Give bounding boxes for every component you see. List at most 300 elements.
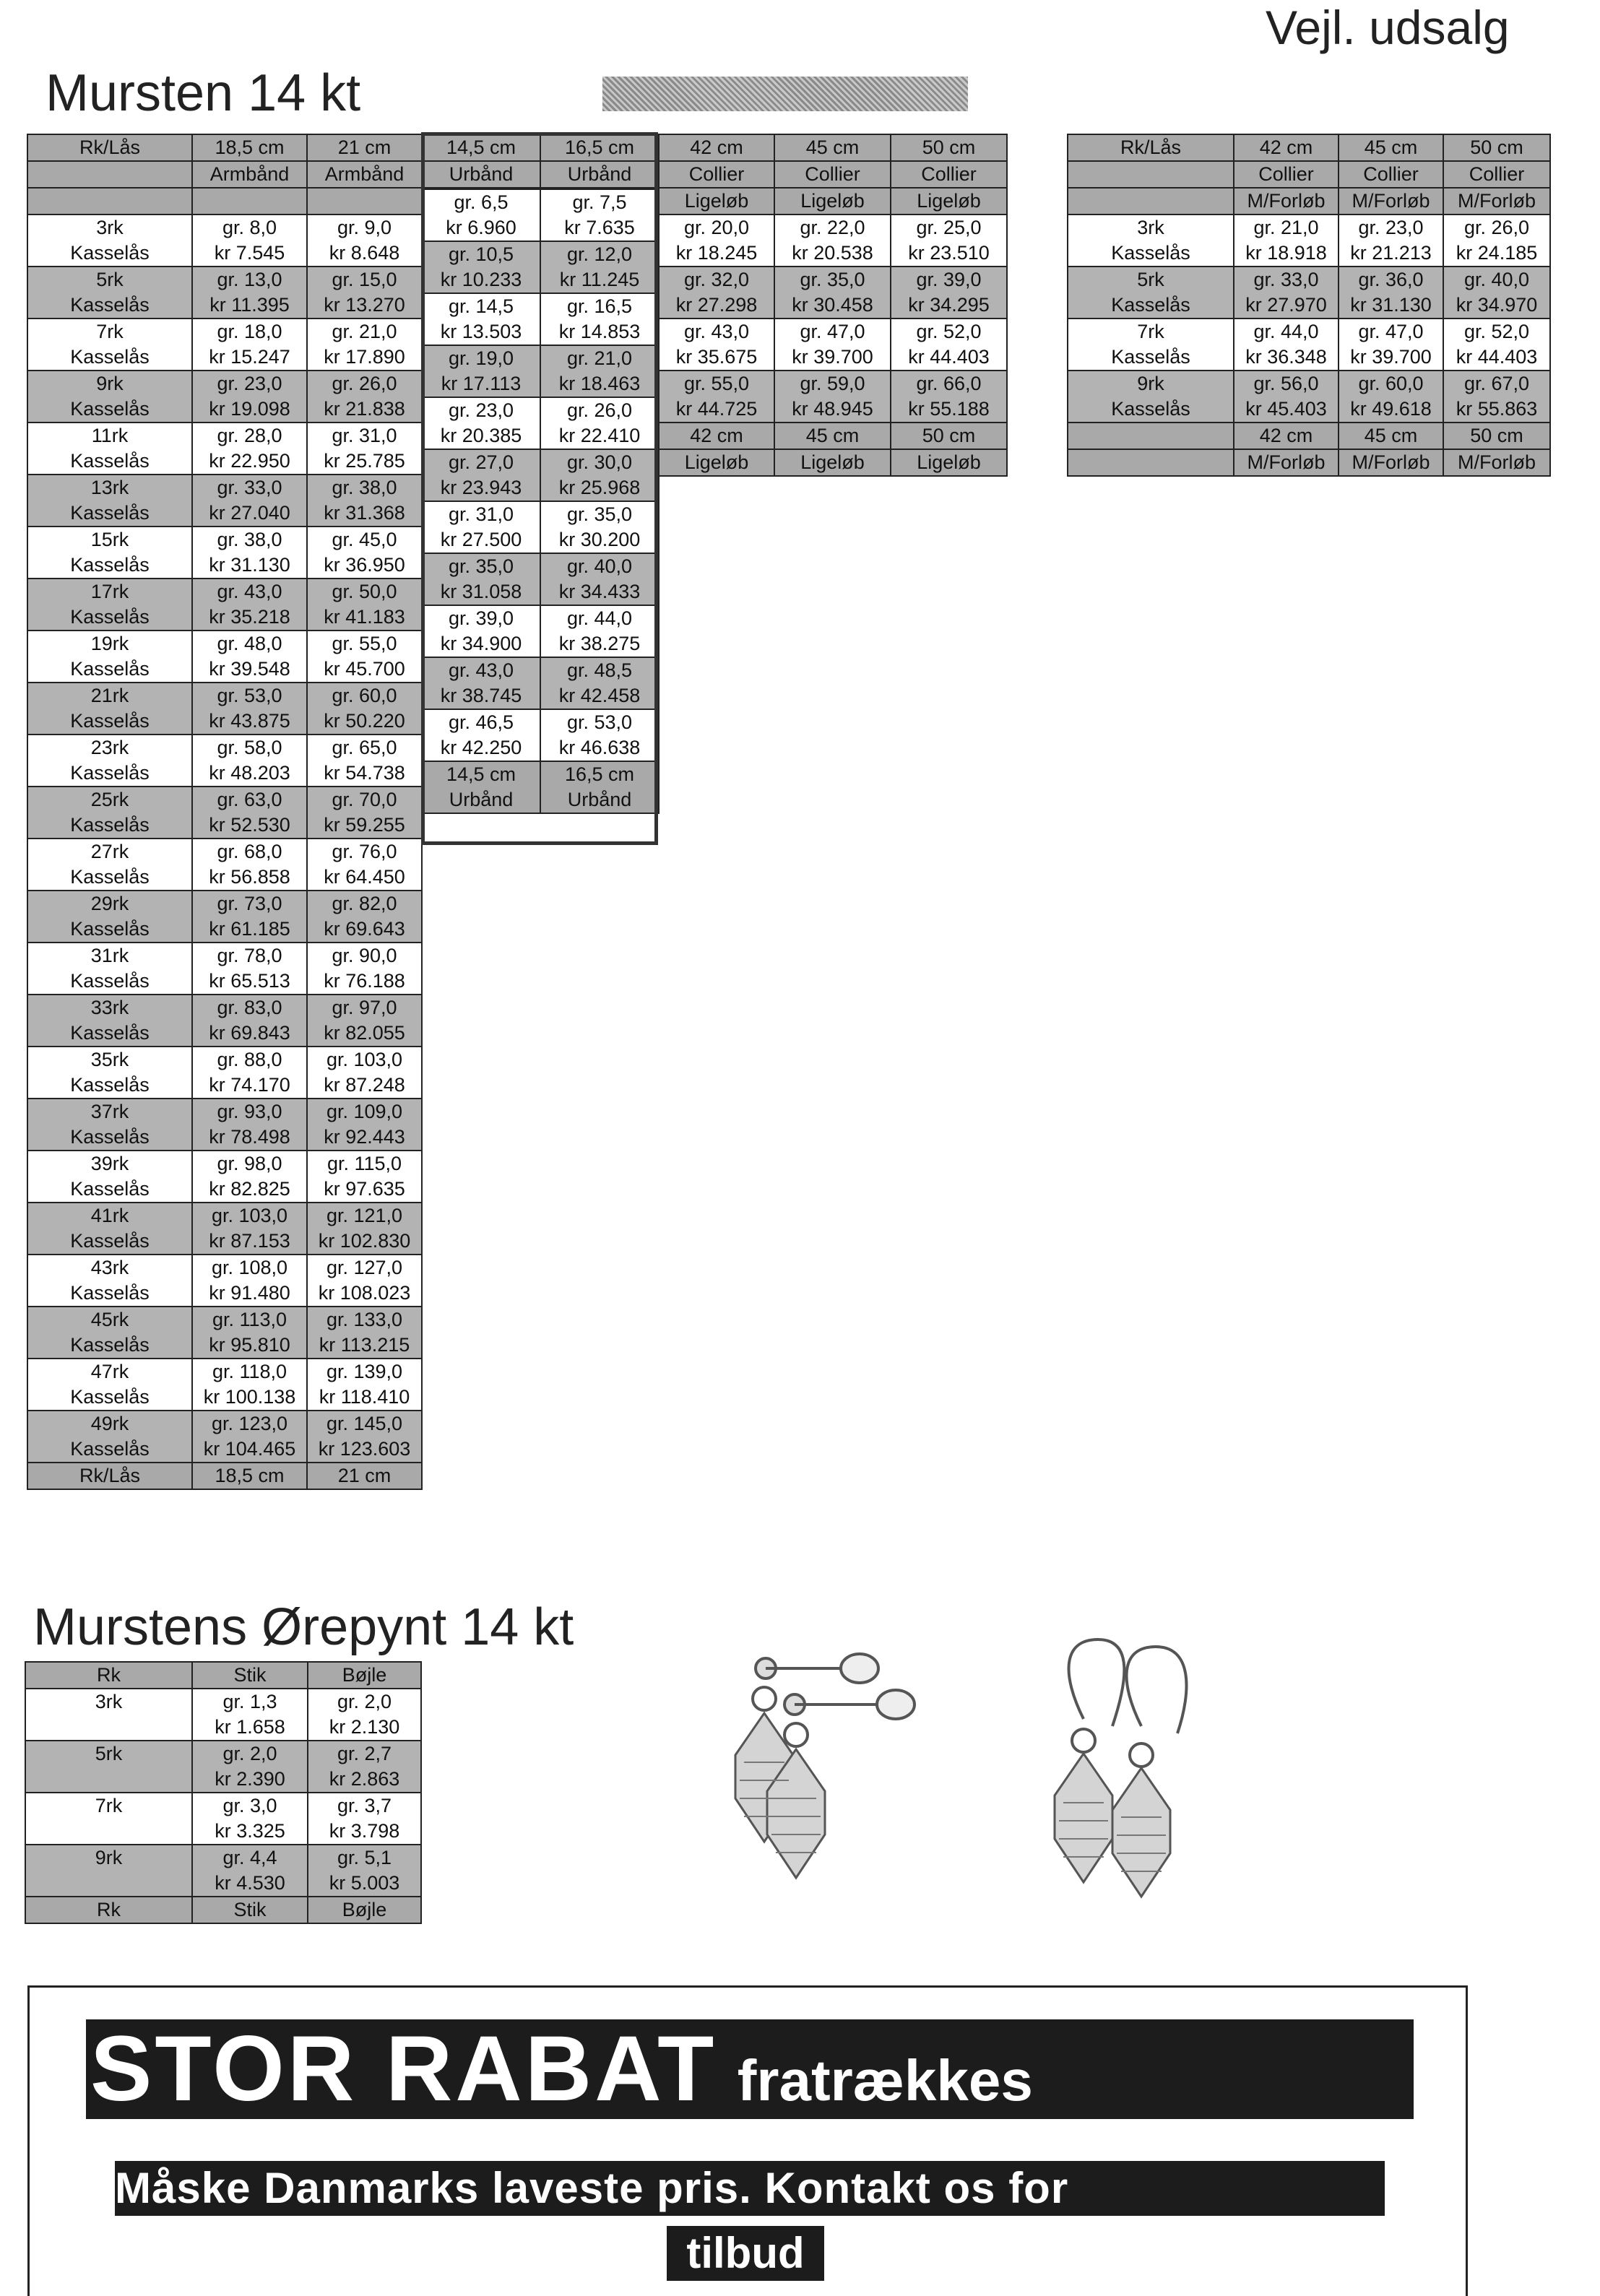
price-cell-line1: gr. 115,0 [327,1153,402,1174]
rk-las-cell [1068,371,1234,423]
price-cell-line1: gr. 31,0 [448,503,514,525]
price-cell-line1: gr. 23,0 [217,373,282,394]
price-cell-line2: kr 21.213 [1350,242,1432,264]
header-size: 16,5 cm [540,134,659,161]
rk-las-cell [27,423,192,475]
price-cell [422,189,540,241]
price-cell [307,1099,422,1151]
table-row [659,319,1007,371]
rk-las-cell-line2: Kasselås [70,1334,150,1356]
table-row [659,371,1007,423]
table-row [27,267,422,319]
header-size: 14,5 cm [422,134,540,161]
price-cell-line2: kr 52.530 [209,814,290,836]
price-cell [1443,267,1550,319]
price-cell-line1: gr. 5,1 [337,1847,392,1868]
rk-las-cell-line2: Kasselås [70,346,150,368]
price-cell-line1: gr. 31,0 [332,425,397,446]
rk-las-cell [27,1151,192,1203]
price-cell-line2: kr 2.863 [329,1768,400,1790]
ear-rk-label: 3rk [95,1691,123,1712]
price-cell [307,683,422,735]
price-cell [308,1793,421,1845]
price-cell-line1: gr. 36,0 [1358,269,1424,290]
price-cell-line2: kr 41.183 [324,606,405,628]
price-cell [192,1741,308,1793]
price-cell [192,475,307,527]
price-cell [307,527,422,579]
price-cell-line2: kr 22.410 [558,425,641,446]
price-cell-line1: gr. 55,0 [683,373,750,394]
price-cell-line2: kr 34.900 [440,633,522,654]
price-cell-line2: kr 36.950 [324,554,405,576]
footer-variant: Ligeløb [891,449,1007,476]
price-cell-line1: gr. 2,0 [222,1743,277,1764]
header-variant: M/Forløb [1339,188,1443,215]
price-cell-line2: kr 34.433 [558,581,641,602]
collier-mforlob-table [1067,134,1551,477]
table-row [659,267,1007,319]
price-cell-line2: kr 102.830 [318,1230,411,1252]
rk-las-cell-line2: Kasselås [70,554,150,576]
rk-las-cell [27,943,192,995]
header-size: 45 cm [1339,134,1443,161]
price-cell-line2: kr 2.130 [329,1716,400,1738]
table-row [27,475,422,527]
price-cell-line2: kr 39.548 [209,658,290,680]
rk-las-cell-line1: 9rk [96,373,124,394]
price-cell [307,371,422,423]
rk-las-cell-line1: 27rk [90,841,129,862]
table-row [27,787,422,839]
rk-las-cell-line1: 15rk [90,529,129,550]
price-cell-line1: gr. 50,0 [332,581,397,602]
rk-las-cell [27,475,192,527]
ear-footer-cell: Rk [25,1897,192,1923]
price-cell-line2: kr 104.465 [203,1438,296,1460]
price-cell-line1: gr. 56,0 [1253,373,1319,394]
rk-las-cell-line2: Kasselås [70,398,150,420]
header-blank [192,188,307,215]
footer-blank [1068,449,1234,476]
price-cell [192,1047,307,1099]
rk-las-cell-line2: Kasselås [70,970,150,992]
footer-variant: M/Forløb [1339,449,1443,476]
rk-las-cell-line1: 29rk [90,893,129,914]
price-cell [540,189,659,241]
price-cell-line2: kr 17.890 [324,346,405,368]
price-cell-line1: gr. 23,0 [448,399,514,421]
table-row [25,1741,421,1793]
price-cell-line2: kr 15.247 [209,346,290,368]
table-row [27,319,422,371]
price-cell [422,449,540,501]
rk-las-cell [27,631,192,683]
price-cell [192,267,307,319]
price-cell-line2: kr 45.700 [324,658,405,680]
price-cell [774,267,891,319]
price-cell [192,371,307,423]
price-cell-line2: kr 97.635 [324,1178,405,1200]
price-cell [422,345,540,397]
price-cell [307,1047,422,1099]
main-header-row-2 [27,161,422,188]
price-cell-line1: gr. 28,0 [217,425,282,446]
price-cell-line2: kr 27.298 [675,294,758,316]
rk-las-cell-line2: Kasselås [70,450,150,472]
price-cell-line2: kr 35.218 [209,606,290,628]
price-cell [1234,267,1339,319]
price-cell [192,1793,308,1845]
price-cell-line2: kr 55.863 [1456,398,1538,420]
price-cell [422,657,540,709]
price-cell-line1: gr. 9,0 [337,217,392,238]
rk-las-cell [1068,267,1234,319]
price-cell [422,293,540,345]
footer-variant: M/Forløb [1443,449,1550,476]
rk-las-cell-line2: Kasselås [70,866,150,888]
price-cell-line1: gr. 52,0 [1463,321,1530,342]
price-cell [422,397,540,449]
rk-las-cell-line2: Kasselås [70,1230,150,1252]
price-cell [540,657,659,709]
ear-footer-cell: Bøjle [308,1897,421,1923]
price-cell-line2: kr 23.943 [440,477,522,498]
price-cell [192,1307,307,1359]
table-row [422,709,659,761]
rk-las-cell [27,683,192,735]
price-cell [307,579,422,631]
header-size: 42 cm [659,134,774,161]
decorative-hatched-bar [602,77,968,111]
rk-las-cell-line1: 25rk [90,789,129,810]
price-cell [540,293,659,345]
price-cell-line1: gr. 21,0 [332,321,397,342]
price-cell [192,1151,307,1203]
price-cell-line1: gr. 39,0 [916,269,982,290]
table-row [25,1845,421,1897]
price-cell-line2: kr 64.450 [324,866,405,888]
vejl-udsalg-label: Vejl. udsalg [1266,1,1510,54]
price-cell-line1: gr. 4,4 [222,1847,277,1868]
price-cell [307,1307,422,1359]
price-cell [422,553,540,605]
price-cell-line2: kr 87.248 [324,1074,405,1096]
price-cell [192,631,307,683]
price-cell-line2: kr 24.185 [1456,242,1538,264]
table-row [27,1099,422,1151]
rk-las-cell-line2: Kasselås [70,762,150,784]
price-cell-line1: gr. 32,0 [683,269,750,290]
price-cell-line2: kr 27.970 [1245,294,1327,316]
rk-las-cell-line1: 19rk [90,633,129,654]
table-row [422,345,659,397]
price-cell-line2: kr 22.950 [209,450,290,472]
rk-las-cell-line1: 7rk [1137,321,1164,342]
price-cell-line1: gr. 13,0 [217,269,282,290]
price-cell [540,397,659,449]
price-cell [307,891,422,943]
rk-las-cell [27,735,192,787]
price-cell-line2: kr 3.798 [329,1820,400,1842]
footer-size: 42 cm [1234,423,1339,449]
price-cell-line1: gr. 103,0 [326,1049,403,1070]
footer-variant: M/Forløb [1234,449,1339,476]
price-cell-line1: gr. 1,3 [222,1691,277,1712]
header-size: 21 cm [307,134,422,161]
footer-variant: Ligeløb [659,449,774,476]
price-cell-line2: kr 14.853 [558,321,641,342]
price-cell [192,735,307,787]
table-row [27,1255,422,1307]
price-cell [422,501,540,553]
price-cell-line2: kr 76.188 [324,970,405,992]
price-cell-line1: gr. 44,0 [566,607,633,629]
price-cell [540,241,659,293]
footer-size: 50 cm [1443,423,1550,449]
collier-ligelob-table [658,134,1008,477]
price-cell-line2: kr 38.745 [440,685,522,706]
price-cell-line1: gr. 139,0 [326,1361,403,1382]
collier-footer-row-1 [659,423,1007,449]
price-cell-line2: kr 91.480 [209,1282,290,1304]
table-row [1068,267,1550,319]
price-cell [774,319,891,371]
table-row [27,995,422,1047]
ear-section-title: Murstens Ørepynt 14 kt [33,1598,574,1656]
price-cell [774,215,891,267]
rk-las-cell-line1: 3rk [96,217,124,238]
price-cell-line1: gr. 26,0 [1463,217,1530,238]
price-cell-line1: gr. 20,0 [683,217,750,238]
price-cell-line1: gr. 58,0 [217,737,282,758]
table-row [27,579,422,631]
header-type: Armbånd [307,161,422,188]
table-row [27,891,422,943]
price-cell-line1: gr. 26,0 [332,373,397,394]
price-cell-line1: gr. 109,0 [326,1101,403,1122]
rk-las-cell [27,527,192,579]
table-row [422,293,659,345]
price-cell-line2: kr 50.220 [324,710,405,732]
price-cell [307,423,422,475]
rk-las-cell-line1: 49rk [90,1413,129,1434]
table-row [27,371,422,423]
table-row [1068,371,1550,423]
rk-las-cell-line2: Kasselås [1111,398,1190,420]
price-cell [192,579,307,631]
price-cell-line1: gr. 45,0 [332,529,397,550]
price-cell-line2: kr 46.638 [558,737,641,758]
price-cell-line2: kr 78.498 [209,1126,290,1148]
price-cell-line2: kr 21.838 [324,398,405,420]
price-cell-line2: kr 13.503 [440,321,522,342]
price-cell-line1: gr. 123,0 [211,1413,288,1434]
price-cell [659,267,774,319]
table-row [422,189,659,241]
collier-header-row-1 [659,134,1007,161]
price-cell [540,345,659,397]
price-cell-line1: gr. 38,0 [217,529,282,550]
price-cell-line2: kr 31.130 [209,554,290,576]
header-type: Collier [891,161,1007,188]
mforlob-footer-row-1 [1068,423,1550,449]
table-row [422,241,659,293]
rk-las-cell-line1: 13rk [90,477,129,498]
price-cell [192,527,307,579]
price-cell-line2: kr 108.023 [318,1282,411,1304]
discount-banner [27,1985,1468,2296]
price-cell [774,371,891,423]
price-cell [891,371,1007,423]
rk-las-cell-line2: Kasselås [70,710,150,732]
table-row [27,1411,422,1463]
price-cell-line2: kr 31.058 [440,581,522,602]
rk-las-cell [27,1203,192,1255]
table-row [27,1151,422,1203]
price-cell-line1: gr. 2,0 [337,1691,392,1712]
price-cell [192,215,307,267]
urband-price-table [421,134,660,814]
price-cell-line1: gr. 53,0 [566,711,633,733]
table-row [27,839,422,891]
price-cell-line1: gr. 44,0 [1253,321,1319,342]
price-cell-line1: gr. 38,0 [332,477,397,498]
rk-las-cell-line2: Kasselås [70,1126,150,1148]
rk-las-cell-line2: Kasselås [70,814,150,836]
header-type: Collier [1443,161,1550,188]
table-row [27,1203,422,1255]
rk-las-cell-line2: Kasselås [1111,346,1190,368]
ear-rk-label: 9rk [95,1847,123,1868]
header-blank [307,188,422,215]
rk-las-cell [27,1359,192,1411]
price-cell-line1: gr. 47,0 [1358,321,1424,342]
ear-footer-row [25,1897,421,1923]
mforlob-header-row-3 [1068,188,1550,215]
price-cell [307,1151,422,1203]
price-cell-line1: gr. 33,0 [217,477,282,498]
footer-size: 50 cm [891,423,1007,449]
price-cell [1234,215,1339,267]
rk-las-cell-line2: Kasselås [1111,294,1190,316]
price-cell-line1: gr. 48,0 [217,633,282,654]
table-row [659,215,1007,267]
rk-las-cell-line1: 43rk [90,1257,129,1278]
price-cell-line2: kr 45.403 [1245,398,1327,420]
price-cell-line2: kr 38.275 [558,633,641,654]
price-cell-line1: gr. 52,0 [916,321,982,342]
fratraekkes-text: fratrækkes [737,2048,1033,2113]
price-cell-line1: gr. 21,0 [1253,217,1319,238]
main-price-table [27,134,423,1490]
price-cell-line2: kr 7.635 [564,217,635,238]
header-variant: M/Forløb [1234,188,1339,215]
price-cell-line2: kr 1.658 [215,1716,285,1738]
price-cell-line2: kr 6.960 [446,217,516,238]
rk-las-cell-line2: Kasselås [70,918,150,940]
page-title: Mursten 14 kt [46,64,361,122]
price-cell-line1: gr. 133,0 [326,1309,403,1330]
price-cell [1339,267,1443,319]
rk-las-cell [1068,319,1234,371]
price-cell-line2: kr 74.170 [209,1074,290,1096]
price-cell-line1: gr. 98,0 [217,1153,282,1174]
rk-las-cell-line1: 39rk [90,1153,129,1174]
price-cell [1339,371,1443,423]
price-cell [192,319,307,371]
price-cell-line1: gr. 22,0 [800,217,865,238]
footer-size: 21 cm [307,1463,422,1489]
rk-las-cell [27,579,192,631]
price-cell-line2: kr 82.825 [209,1178,290,1200]
price-cell [540,501,659,553]
price-cell-line2: Urbånd [567,789,632,810]
table-row [422,761,659,813]
price-cell [307,943,422,995]
price-cell-line2: kr 31.130 [1350,294,1432,316]
stud-earrings-image [715,1647,990,1950]
header-variant: Ligeløb [774,188,891,215]
price-cell-line1: gr. 127,0 [326,1257,403,1278]
header-type: Collier [774,161,891,188]
footer-rk-las: Rk/Lås [27,1463,192,1489]
price-cell-line2: kr 65.513 [209,970,290,992]
price-cell-line2: kr 92.443 [324,1126,405,1148]
header-type: Collier [1339,161,1443,188]
rk-las-cell-line2: Kasselås [1111,242,1190,264]
ear-rk-label: 5rk [95,1743,123,1764]
price-cell-line2: Urbånd [449,789,514,810]
main-footer-row [27,1463,422,1489]
price-cell-line1: gr. 19,0 [448,347,514,369]
price-cell-line2: kr 17.113 [441,373,522,394]
rk-las-cell-line2: Kasselås [70,1282,150,1304]
collier-header-row-3 [659,188,1007,215]
price-cell-line2: kr 4.530 [215,1872,285,1894]
price-cell-line2: kr 25.785 [324,450,405,472]
rk-las-cell-line1: 3rk [1137,217,1164,238]
price-cell-line2: kr 43.875 [209,710,290,732]
price-cell-line1: gr. 6,5 [454,191,509,213]
price-cell-line1: gr. 78,0 [217,945,282,966]
price-cell [192,943,307,995]
price-cell-line2: kr 42.458 [558,685,641,706]
price-cell-line2: kr 113.215 [319,1334,410,1356]
price-cell [1443,371,1550,423]
rk-las-cell-line1: 41rk [90,1205,129,1226]
price-cell [307,1255,422,1307]
price-cell-line2: kr 69.843 [209,1022,290,1044]
price-cell-line1: gr. 40,0 [566,555,633,577]
ear-rk-cell [25,1689,192,1741]
rk-las-cell-line1: 31rk [90,945,129,966]
price-cell [540,449,659,501]
table-row [25,1689,421,1741]
price-cell-line2: kr 27.040 [209,502,290,524]
table-row [27,735,422,787]
header-size: 50 cm [1443,134,1550,161]
price-cell-line2: kr 23.510 [908,242,990,264]
header-blank [1068,161,1234,188]
table-row [1068,319,1550,371]
price-cell [1339,215,1443,267]
rk-las-cell [27,215,192,267]
price-cell-line1: gr. 16,5 [566,295,633,317]
price-cell [192,1689,308,1741]
price-cell-line2: kr 20.538 [792,242,873,264]
price-cell-line1: gr. 25,0 [916,217,982,238]
